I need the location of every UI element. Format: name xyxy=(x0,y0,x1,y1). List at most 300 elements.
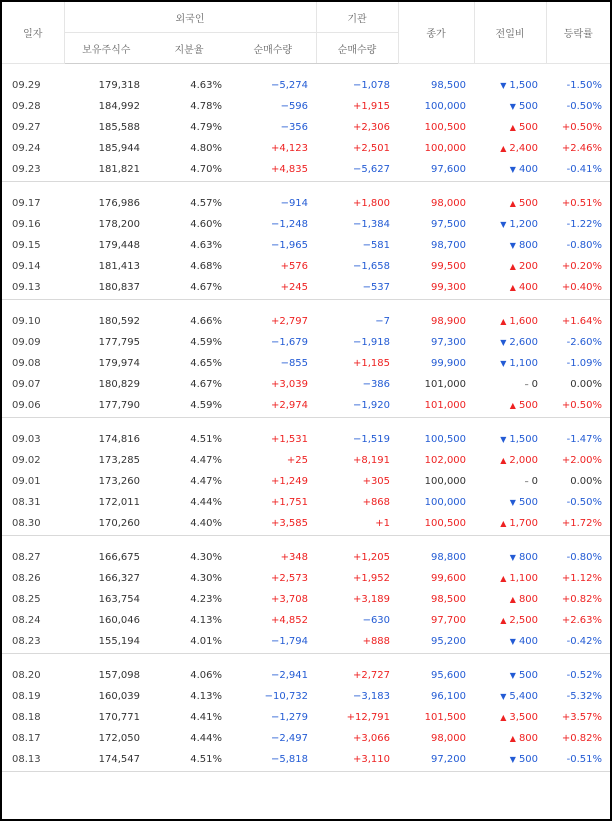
holdings-cell: 176,986 xyxy=(98,198,140,209)
rate-cell: -0.80% xyxy=(566,240,603,251)
up-triangle-icon: ▲ xyxy=(500,144,507,153)
flat-dash-icon: – xyxy=(524,380,529,389)
table-row xyxy=(2,610,610,631)
rate-cell: 0.00% xyxy=(570,379,603,390)
rate-cell: -1.47% xyxy=(566,434,603,445)
holdings-cell: 184,992 xyxy=(98,101,140,112)
close-cell: 98,700 xyxy=(431,240,467,251)
date-cell: 09.01 xyxy=(12,476,41,487)
rate-cell: -1.09% xyxy=(566,358,603,369)
up-triangle-icon: ▲ xyxy=(500,574,507,583)
close-cell: 95,200 xyxy=(431,636,467,647)
foreign-net-cell: −1,794 xyxy=(271,636,309,647)
table-row xyxy=(2,589,610,610)
institution-net-cell: −3,183 xyxy=(353,691,391,702)
share-cell: 4.63% xyxy=(190,80,222,91)
close-cell: 99,300 xyxy=(431,282,467,293)
change-cell xyxy=(474,332,546,353)
spacer-cell xyxy=(2,300,610,312)
change-cell xyxy=(474,513,546,534)
date-cell: 08.23 xyxy=(12,636,41,647)
change-value: 200 xyxy=(518,261,539,272)
change-cell xyxy=(474,547,546,568)
date-cell: 09.16 xyxy=(12,219,41,230)
holdings-cell: 181,413 xyxy=(98,261,140,272)
header-date: 일자 xyxy=(2,2,64,64)
close-cell: 100,500 xyxy=(424,122,467,133)
close-cell: 96,100 xyxy=(431,691,467,702)
institution-net-cell: +1,800 xyxy=(353,198,391,209)
rate-cell: +2.63% xyxy=(561,615,603,626)
change-value: 400 xyxy=(518,282,539,293)
rate-cell: -2.60% xyxy=(566,337,603,348)
holdings-cell: 174,816 xyxy=(98,434,140,445)
date-cell: 09.10 xyxy=(12,316,41,327)
rate-cell: +1.12% xyxy=(561,573,603,584)
table-row xyxy=(2,96,610,117)
date-cell: 08.26 xyxy=(12,573,41,584)
foreign-net-cell: +3,585 xyxy=(271,518,309,529)
spacer-cell xyxy=(2,64,610,76)
date-cell: 08.20 xyxy=(12,670,41,681)
rate-cell: -0.80% xyxy=(566,552,603,563)
institution-net-cell: +1 xyxy=(375,518,391,529)
close-cell: 100,000 xyxy=(424,143,467,154)
rate-cell: +0.50% xyxy=(561,400,603,411)
rate-cell: -1.50% xyxy=(566,80,603,91)
change-cell xyxy=(474,277,546,298)
institution-net-cell: +3,110 xyxy=(353,754,391,765)
change-cell xyxy=(474,214,546,235)
up-triangle-icon: ▲ xyxy=(500,713,507,722)
holdings-cell: 170,771 xyxy=(98,712,140,723)
holdings-cell: 166,675 xyxy=(98,552,140,563)
table-row xyxy=(2,214,610,235)
share-cell: 4.30% xyxy=(190,552,222,563)
up-triangle-icon: ▲ xyxy=(509,123,516,132)
rate-cell: 0.00% xyxy=(570,476,603,487)
foreign-net-cell: +4,835 xyxy=(271,164,309,175)
group-separator xyxy=(2,770,610,772)
date-cell: 08.19 xyxy=(12,691,41,702)
table-header xyxy=(2,2,610,64)
institution-net-cell: +8,191 xyxy=(353,455,391,466)
foreign-net-cell: +2,797 xyxy=(271,316,309,327)
change-cell xyxy=(474,311,546,332)
holdings-cell: 185,944 xyxy=(98,143,140,154)
date-cell: 09.29 xyxy=(12,80,41,91)
down-triangle-icon: ▼ xyxy=(500,220,507,229)
foreign-net-cell: −2,497 xyxy=(271,733,309,744)
foreign-net-cell: +348 xyxy=(280,552,309,563)
holdings-cell: 179,318 xyxy=(98,80,140,91)
holdings-cell: 179,448 xyxy=(98,240,140,251)
header-net-institution: 순매수량 xyxy=(316,33,398,64)
share-cell: 4.63% xyxy=(190,240,222,251)
change-cell xyxy=(474,353,546,374)
down-triangle-icon: ▼ xyxy=(509,498,516,507)
institution-net-cell: −386 xyxy=(362,379,391,390)
rate-cell: +2.00% xyxy=(561,455,603,466)
foreign-net-cell: −10,732 xyxy=(264,691,309,702)
close-cell: 95,600 xyxy=(431,670,467,681)
change-value: 0 xyxy=(531,476,539,487)
change-value: 500 xyxy=(518,754,539,765)
change-value: 500 xyxy=(518,670,539,681)
change-value: 2,000 xyxy=(509,455,539,466)
table-row xyxy=(2,159,610,180)
foreign-net-cell: +1,751 xyxy=(271,497,309,508)
change-value: 0 xyxy=(531,379,539,390)
change-cell xyxy=(474,686,546,707)
institution-net-cell: +888 xyxy=(362,636,391,647)
share-cell: 4.01% xyxy=(190,636,222,647)
change-value: 1,700 xyxy=(509,518,539,529)
holdings-cell: 180,592 xyxy=(98,316,140,327)
rate-cell: -0.50% xyxy=(566,497,603,508)
table-row xyxy=(2,450,610,471)
change-cell xyxy=(474,568,546,589)
close-cell: 101,000 xyxy=(424,379,467,390)
share-cell: 4.59% xyxy=(190,337,222,348)
change-value: 800 xyxy=(518,552,539,563)
down-triangle-icon: ▼ xyxy=(509,553,516,562)
table-row xyxy=(2,75,610,96)
holdings-cell: 177,795 xyxy=(98,337,140,348)
institution-net-cell: −1,658 xyxy=(353,261,391,272)
rate-cell: +0.50% xyxy=(561,122,603,133)
down-triangle-icon: ▼ xyxy=(500,338,507,347)
foreign-net-cell: +245 xyxy=(280,282,309,293)
up-triangle-icon: ▲ xyxy=(500,456,507,465)
down-triangle-icon: ▼ xyxy=(509,241,516,250)
change-value: 5,400 xyxy=(509,691,539,702)
table-row xyxy=(2,492,610,513)
change-value: 2,600 xyxy=(509,337,539,348)
table-row xyxy=(2,547,610,568)
close-cell: 98,000 xyxy=(431,198,467,209)
foreign-net-cell: −855 xyxy=(280,358,309,369)
change-cell xyxy=(474,429,546,450)
foreign-net-cell: −1,965 xyxy=(271,240,309,251)
change-value: 400 xyxy=(518,164,539,175)
share-cell: 4.79% xyxy=(190,122,222,133)
date-cell: 09.03 xyxy=(12,434,41,445)
holdings-cell: 174,547 xyxy=(98,754,140,765)
date-cell: 09.28 xyxy=(12,101,41,112)
change-cell xyxy=(474,96,546,117)
date-cell: 08.25 xyxy=(12,594,41,605)
change-value: 500 xyxy=(518,400,539,411)
change-cell xyxy=(474,193,546,214)
rate-cell: -1.22% xyxy=(566,219,603,230)
change-value: 800 xyxy=(518,733,539,744)
table-row xyxy=(2,686,610,707)
foreign-net-cell: −914 xyxy=(280,198,309,209)
foreign-net-cell: −356 xyxy=(280,122,309,133)
change-cell xyxy=(474,75,546,96)
date-cell: 09.06 xyxy=(12,400,41,411)
close-cell: 99,600 xyxy=(431,573,467,584)
rate-cell: -0.41% xyxy=(566,164,603,175)
change-value: 500 xyxy=(518,101,539,112)
header-share: 지분율 xyxy=(148,33,230,64)
table-row xyxy=(2,707,610,728)
rate-cell: +0.20% xyxy=(561,261,603,272)
down-triangle-icon: ▼ xyxy=(509,165,516,174)
table-row xyxy=(2,117,610,138)
holdings-cell: 177,790 xyxy=(98,400,140,411)
rate-cell: +0.82% xyxy=(561,594,603,605)
change-value: 2,500 xyxy=(509,615,539,626)
institution-net-cell: +12,791 xyxy=(346,712,391,723)
holdings-cell: 179,974 xyxy=(98,358,140,369)
share-cell: 4.78% xyxy=(190,101,222,112)
date-cell: 08.27 xyxy=(12,552,41,563)
down-triangle-icon: ▼ xyxy=(509,755,516,764)
holdings-cell: 170,260 xyxy=(98,518,140,529)
change-cell xyxy=(474,138,546,159)
foreign-net-cell: +4,123 xyxy=(271,143,309,154)
table-row xyxy=(2,235,610,256)
change-cell xyxy=(474,589,546,610)
holdings-cell: 180,829 xyxy=(98,379,140,390)
header-net-foreign: 순매수량 xyxy=(230,33,316,64)
date-cell: 09.07 xyxy=(12,379,41,390)
up-triangle-icon: ▲ xyxy=(509,595,516,604)
institution-net-cell: +3,189 xyxy=(353,594,391,605)
table-row xyxy=(2,395,610,416)
share-cell: 4.13% xyxy=(190,691,222,702)
holdings-cell: 185,588 xyxy=(98,122,140,133)
date-cell: 08.18 xyxy=(12,712,41,723)
rate-cell: -5.32% xyxy=(566,691,603,702)
down-triangle-icon: ▼ xyxy=(500,81,507,90)
group-top-spacer xyxy=(2,418,610,430)
header-foreign: 외국인 xyxy=(64,2,316,33)
close-cell: 102,000 xyxy=(424,455,467,466)
rate-cell: -0.52% xyxy=(566,670,603,681)
close-cell: 99,500 xyxy=(431,261,467,272)
change-value: 800 xyxy=(518,594,539,605)
rate-cell: +0.40% xyxy=(561,282,603,293)
share-cell: 4.13% xyxy=(190,615,222,626)
close-cell: 97,700 xyxy=(431,615,467,626)
share-cell: 4.65% xyxy=(190,358,222,369)
share-cell: 4.47% xyxy=(190,476,222,487)
date-cell: 08.13 xyxy=(12,754,41,765)
table-row xyxy=(2,631,610,652)
institution-net-cell: +2,306 xyxy=(353,122,391,133)
foreign-net-cell: +3,039 xyxy=(271,379,309,390)
change-value: 800 xyxy=(518,240,539,251)
change-cell xyxy=(474,492,546,513)
table-row xyxy=(2,513,610,534)
foreign-net-cell: +2,573 xyxy=(271,573,309,584)
change-value: 400 xyxy=(518,636,539,647)
close-cell: 97,600 xyxy=(431,164,467,175)
foreign-net-cell: −5,274 xyxy=(271,80,309,91)
down-triangle-icon: ▼ xyxy=(500,435,507,444)
share-cell: 4.60% xyxy=(190,219,222,230)
date-cell: 08.24 xyxy=(12,615,41,626)
separator-cell xyxy=(2,770,610,772)
rate-cell: +1.64% xyxy=(561,316,603,327)
change-cell xyxy=(474,374,546,395)
table-row xyxy=(2,277,610,298)
share-cell: 4.51% xyxy=(190,754,222,765)
up-triangle-icon: ▲ xyxy=(500,317,507,326)
share-cell: 4.59% xyxy=(190,400,222,411)
rate-cell: +1.72% xyxy=(561,518,603,529)
spacer-cell xyxy=(2,182,610,194)
holdings-cell: 163,754 xyxy=(98,594,140,605)
institution-net-cell: +1,952 xyxy=(353,573,391,584)
change-value: 1,500 xyxy=(509,80,539,91)
table-row xyxy=(2,193,610,214)
table-row xyxy=(2,471,610,492)
spacer-cell xyxy=(2,536,610,548)
close-cell: 100,000 xyxy=(424,476,467,487)
date-cell: 08.30 xyxy=(12,518,41,529)
close-cell: 100,000 xyxy=(424,101,467,112)
date-cell: 09.08 xyxy=(12,358,41,369)
share-cell: 4.47% xyxy=(190,455,222,466)
close-cell: 98,000 xyxy=(431,733,467,744)
change-value: 500 xyxy=(518,198,539,209)
holdings-cell: 173,260 xyxy=(98,476,140,487)
change-cell xyxy=(474,728,546,749)
share-cell: 4.23% xyxy=(190,594,222,605)
table-row xyxy=(2,311,610,332)
close-cell: 97,300 xyxy=(431,337,467,348)
date-cell: 09.27 xyxy=(12,122,41,133)
up-triangle-icon: ▲ xyxy=(509,283,516,292)
table-row xyxy=(2,429,610,450)
close-cell: 98,900 xyxy=(431,316,467,327)
institution-net-cell: −1,519 xyxy=(353,434,391,445)
share-cell: 4.06% xyxy=(190,670,222,681)
institution-net-cell: +3,066 xyxy=(353,733,391,744)
close-cell: 98,500 xyxy=(431,594,467,605)
foreign-net-cell: +4,852 xyxy=(271,615,309,626)
group-top-spacer xyxy=(2,64,610,76)
foreign-net-cell: +3,708 xyxy=(271,594,309,605)
up-triangle-icon: ▲ xyxy=(509,401,516,410)
investor-trading-table xyxy=(2,2,610,772)
up-triangle-icon: ▲ xyxy=(500,519,507,528)
holdings-cell: 160,046 xyxy=(98,615,140,626)
date-cell: 09.24 xyxy=(12,143,41,154)
share-cell: 4.44% xyxy=(190,733,222,744)
close-cell: 98,500 xyxy=(431,80,467,91)
foreign-net-cell: −1,679 xyxy=(271,337,309,348)
rate-cell: +0.51% xyxy=(561,198,603,209)
spacer-cell xyxy=(2,654,610,666)
share-cell: 4.44% xyxy=(190,497,222,508)
header-change: 전일비 xyxy=(474,2,546,64)
foreign-net-cell: +1,531 xyxy=(271,434,309,445)
share-cell: 4.70% xyxy=(190,164,222,175)
date-cell: 09.15 xyxy=(12,240,41,251)
foreign-net-cell: −596 xyxy=(280,101,309,112)
close-cell: 100,000 xyxy=(424,497,467,508)
change-cell xyxy=(474,117,546,138)
institution-net-cell: +305 xyxy=(362,476,391,487)
change-cell xyxy=(474,631,546,652)
rate-cell: +0.82% xyxy=(561,733,603,744)
foreign-net-cell: −1,279 xyxy=(271,712,309,723)
table-row xyxy=(2,749,610,770)
share-cell: 4.51% xyxy=(190,434,222,445)
table-row xyxy=(2,728,610,749)
date-cell: 09.23 xyxy=(12,164,41,175)
foreign-net-cell: −2,941 xyxy=(271,670,309,681)
close-cell: 97,500 xyxy=(431,219,467,230)
change-value: 1,200 xyxy=(509,219,539,230)
table-row xyxy=(2,374,610,395)
header-rate: 등락률 xyxy=(546,2,610,64)
institution-net-cell: +1,205 xyxy=(353,552,391,563)
table-row xyxy=(2,568,610,589)
close-cell: 99,900 xyxy=(431,358,467,369)
table-row xyxy=(2,353,610,374)
date-cell: 09.09 xyxy=(12,337,41,348)
change-value: 1,500 xyxy=(509,434,539,445)
up-triangle-icon: ▲ xyxy=(509,262,516,271)
institution-net-cell: −630 xyxy=(362,615,391,626)
share-cell: 4.66% xyxy=(190,316,222,327)
date-cell: 09.13 xyxy=(12,282,41,293)
foreign-net-cell: +1,249 xyxy=(271,476,309,487)
date-cell: 09.17 xyxy=(12,198,41,209)
table-row xyxy=(2,665,610,686)
institution-net-cell: +1,915 xyxy=(353,101,391,112)
foreign-net-cell: −1,248 xyxy=(271,219,309,230)
date-cell: 09.14 xyxy=(12,261,41,272)
foreign-net-cell: −5,818 xyxy=(271,754,309,765)
holdings-cell: 166,327 xyxy=(98,573,140,584)
share-cell: 4.40% xyxy=(190,518,222,529)
holdings-cell: 181,821 xyxy=(98,164,140,175)
up-triangle-icon: ▲ xyxy=(509,199,516,208)
holdings-cell: 173,285 xyxy=(98,455,140,466)
down-triangle-icon: ▼ xyxy=(509,671,516,680)
group-top-spacer xyxy=(2,182,610,194)
share-cell: 4.67% xyxy=(190,379,222,390)
institution-net-cell: +2,727 xyxy=(353,670,391,681)
date-cell: 08.17 xyxy=(12,733,41,744)
institution-net-cell: −1,918 xyxy=(353,337,391,348)
flat-dash-icon: – xyxy=(524,477,529,486)
change-cell xyxy=(474,749,546,770)
up-triangle-icon: ▲ xyxy=(500,616,507,625)
holdings-cell: 160,039 xyxy=(98,691,140,702)
header-institution: 기관 xyxy=(316,2,398,33)
group-top-spacer xyxy=(2,300,610,312)
change-value: 1,600 xyxy=(509,316,539,327)
change-cell xyxy=(474,610,546,631)
change-value: 500 xyxy=(518,497,539,508)
change-value: 1,100 xyxy=(509,358,539,369)
share-cell: 4.67% xyxy=(190,282,222,293)
foreign-net-cell: +576 xyxy=(280,261,309,272)
institution-net-cell: −7 xyxy=(375,316,391,327)
holdings-cell: 178,200 xyxy=(98,219,140,230)
institution-net-cell: −581 xyxy=(362,240,391,251)
change-cell xyxy=(474,159,546,180)
share-cell: 4.30% xyxy=(190,573,222,584)
